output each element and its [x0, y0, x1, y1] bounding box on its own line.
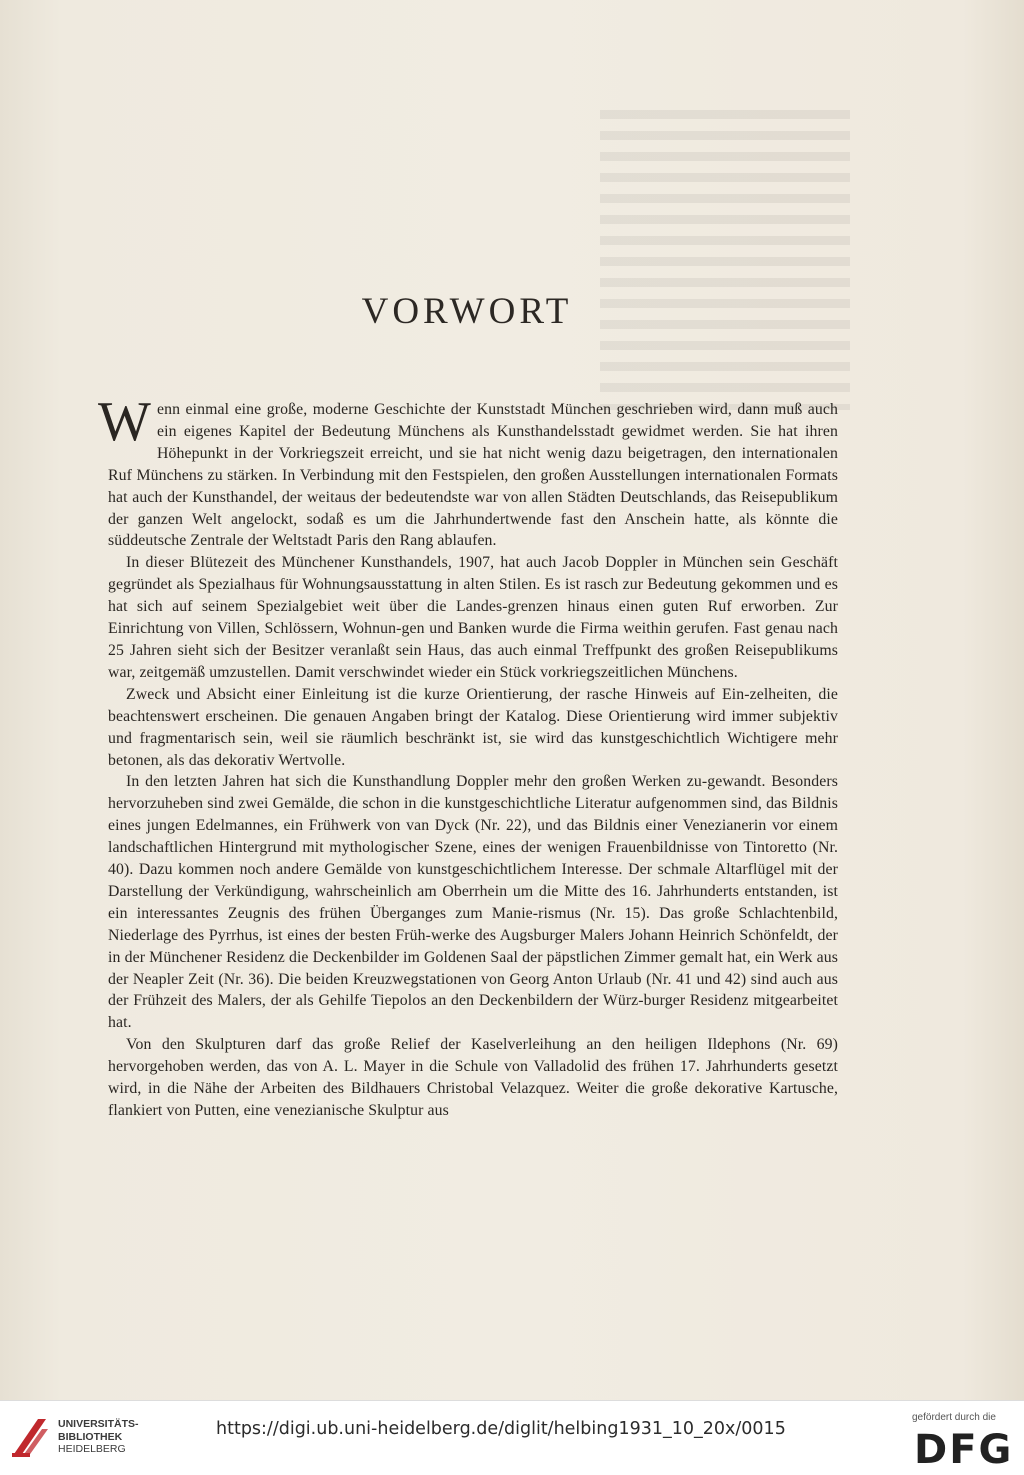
library-name-line-1: UNIVERSITÄTS- [58, 1418, 139, 1430]
document-url-link[interactable]: https://digi.ub.uni-heidelberg.de/diglit/helbing1931_10_20x/0015 [216, 1419, 786, 1439]
paragraph-4: In den letzten Jahren hat sich die Kunsthandlung Doppler mehr den großen Werken zu-gewandt. Besonders hervorzuheben sind zwei Gemälde, die schon in die kunstgeschichtliche Literatur aufgenommen sind, das Bildnis eines jungen Edelmannes, ein Frühwerk von van Dyck (Nr. 22), und das Bildnis einer Venezianerin vor einem landschaftlichen Hintergrund mit mythologischer Szene, eines der wenigen Frauenbildnisse von Tintoretto (Nr. 40). Dazu kommen noch andere Gemälde von kunstgeschichtlichem Interesse. Der schmale Altarflügel mit der Darstellung der Verkündigung, wahrscheinlich am Oberrhein um die Mitte des 16. Jahrhunderts entstanden, ist ein interessantes Zeugnis des frühen Überganges zum Manie-rismus (Nr. 15). Das große Schlachtenbild, Niederlage des Pyrrhus, ist eines der besten Früh-werke des Augsburger Malers Johann Heinrich Schönfeldt, der in der Münchener Residenz die Deckenbilder im Goldenen Saal der päpstlichen Zimmer gemalt hat, ein Werk aus der Neapler Zeit (Nr. 36). Die beiden Kreuzwegstationen von Georg Anton Urlaub (Nr. 41 und 42) sind auch aus der Frühzeit des Malers, der als Gehilfe Tiepolos an den Deckenbildern der Würz-burger Residenz mitgearbeitet hat. [108, 773, 838, 1032]
viewer-footer [0, 1400, 1024, 1475]
library-name-line-3: HEIDELBERG [58, 1443, 126, 1455]
bleed-through-shadow [600, 110, 850, 410]
paragraph-3: Zweck und Absicht einer Einleitung ist die kurze Orientierung, der rasche Hinweis auf Ein-zelheiten, die beachtenswert erscheinen. Die genauen Angaben bringt der Katalog. Diese Orientierung wird immer subjektiv und fragmentarisch sein, weil sie räumlich beschränkt ist, sie wird das kunstgeschichtlich Wichtigere mehr betonen, als das dekorativ Wertvolle. [108, 685, 838, 769]
drop-cap: W [98, 391, 151, 453]
library-name-line-2: BIBLIOTHEK [58, 1430, 123, 1443]
funding-caption: gefördert durch die [912, 1412, 996, 1423]
university-library-name[interactable] [58, 1418, 139, 1456]
page-title: VORWORT [361, 291, 573, 332]
paragraph-1-text: enn einmal eine große, moderne Geschichte der Kunststadt München geschrieben wird, dann muß auch ein eigenes Kapitel der Bedeutung Münchens als Kunsthandelsstadt gewidmet werden. Sie hat ihren Höhepunkt in der Vorkriegszeit erreicht, und sie hat nicht wenig dazu beigetragen, den internationalen Ruf Münchens zu stärken. In Verbindung mit den Festspielen, den großen Ausstellungen internationalen Formats hat auch der Kunsthandel, der weitaus der bedeutendste war von allen Städten Deutschlands, das Reisepublikum der ganzen Welt angelockt, sodaß es um die Jahrhundertwende fast den Anschein hatte, als könnte die süddeutsche Zentrale der Weltstadt Paris den Rang ablaufen. [108, 401, 838, 550]
paragraph-2: In dieser Blütezeit des Münchener Kunsthandels, 1907, hat auch Jacob Doppler in München sein Geschäft gegründet als Spezialhaus für Wohnungsausstattung in alten Stilen. Es ist rasch zur Bedeutung gekommen und es hat sich auf seinem Spezialgebiet weit über die Landes-grenzen hinaus einen guten Ruf erworben. Zur Einrichtung von Villen, Schlössern, Wohnun-gen und Banken wurde die Firma weithin gerufen. Fast genau nach 25 Jahren sieht sich der Besitzer veranlaßt sein Haus, das auch einmal Treffpunkt des großen Reisepublikums war, zeitgemäß umzustellen. Damit verschwindet wieder ein Stück vorkriegszeitlichen Münchens. [108, 554, 838, 681]
paragraph-1 [98, 391, 838, 552]
university-library-logo-icon[interactable] [8, 1413, 52, 1461]
dfg-logo-icon[interactable]: DFG [914, 1427, 1014, 1473]
preface-body [98, 391, 838, 1122]
paragraph-5: Von den Skulpturen darf das große Relief der Kaselverleihung an den heiligen Ildephons (Nr. 69) hervorgehoben werden, das von A. L. Mayer in die Schule von Valladolid des frühen 17. Jahrhunderts gesetzt wird, in die Nähe der Arbeiten des Bildhauers Christobal Velazquez. Weiter die große dekorative Kartusche, flankiert von Putten, eine venezianische Skulptur aus [108, 1036, 838, 1119]
